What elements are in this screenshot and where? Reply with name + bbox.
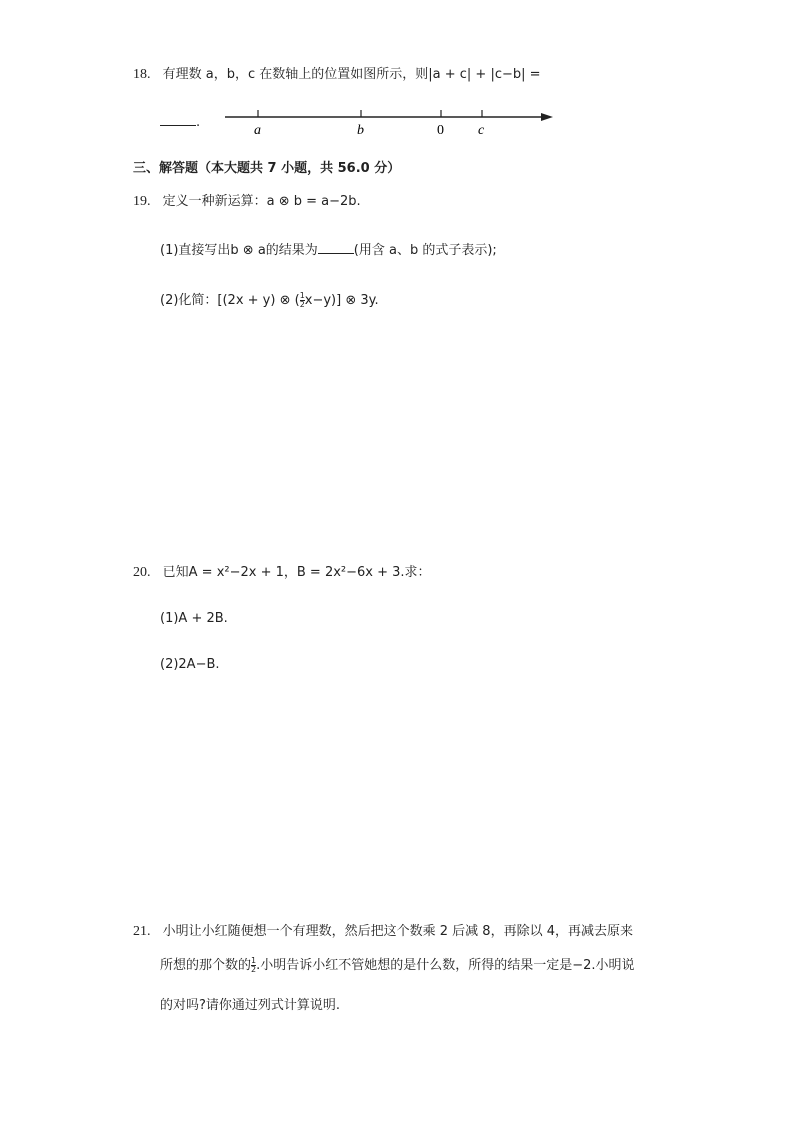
numerator: 1 xyxy=(299,291,305,300)
numerator: 1 xyxy=(251,956,257,965)
question-number: 21. xyxy=(133,924,151,939)
question-18 xyxy=(133,65,541,85)
period: . xyxy=(196,115,201,130)
question-19-part-1 xyxy=(160,240,497,261)
question-21-line-3: 的对吗?请你通过列式计算说明. xyxy=(160,998,341,1013)
question-number: 20. xyxy=(133,565,151,580)
part-text: (1)直接写出b ⊗ a的结果为 xyxy=(160,243,318,258)
question-number: 18. xyxy=(133,67,151,82)
question-text-line-1: 小明让小红随便想一个有理数，然后把这个数乘 2 后减 8，再除以 4，再减去原来 xyxy=(162,924,633,939)
part-tail: (用含 a、b 的式子表示); xyxy=(353,243,497,258)
question-text: 定义一种新运算：a ⊗ b = a−2b. xyxy=(162,194,361,209)
question-19-part-2 xyxy=(160,291,379,311)
question-text: 有理数 a，b，c 在数轴上的位置如图所示，则|a + c| + |c−b| = xyxy=(162,67,541,82)
axis-label-zero: 0 xyxy=(437,123,444,138)
blank-line xyxy=(318,240,354,254)
section-heading: 三、解答题（本大题共 7 小题，共 56.0 分） xyxy=(133,161,401,176)
part-suffix: x−y)] ⊗ 3y. xyxy=(304,293,379,308)
number-line xyxy=(215,100,560,142)
question-text: 已知A = x²−2x + 1，B = 2x²−6x + 3.求： xyxy=(162,565,431,580)
question-20 xyxy=(133,563,431,583)
denominator: 2 xyxy=(251,965,257,974)
text-suffix: .小明告诉小红不管她想的是什么数，所得的结果一定是−2.小明说 xyxy=(256,958,635,973)
text-prefix: 所想的那个数的 xyxy=(160,958,252,973)
question-21 xyxy=(133,922,633,942)
question-20-part-2: (2)2A−B. xyxy=(160,657,220,672)
question-20-part-1: (1)A + 2B. xyxy=(160,611,228,626)
axis-label-b: b xyxy=(357,123,364,138)
answer-blank-18 xyxy=(160,112,200,133)
blank-line xyxy=(160,112,196,126)
part-text: (2)化简：[(2x + y) ⊗ ( xyxy=(160,293,300,308)
question-21-line-2 xyxy=(160,956,635,976)
axis-arrow xyxy=(541,113,553,121)
denominator: 2 xyxy=(299,300,305,309)
axis-label-a: a xyxy=(254,123,261,138)
axis-label-c: c xyxy=(478,123,485,138)
question-number: 19. xyxy=(133,194,151,209)
question-19 xyxy=(133,192,361,212)
